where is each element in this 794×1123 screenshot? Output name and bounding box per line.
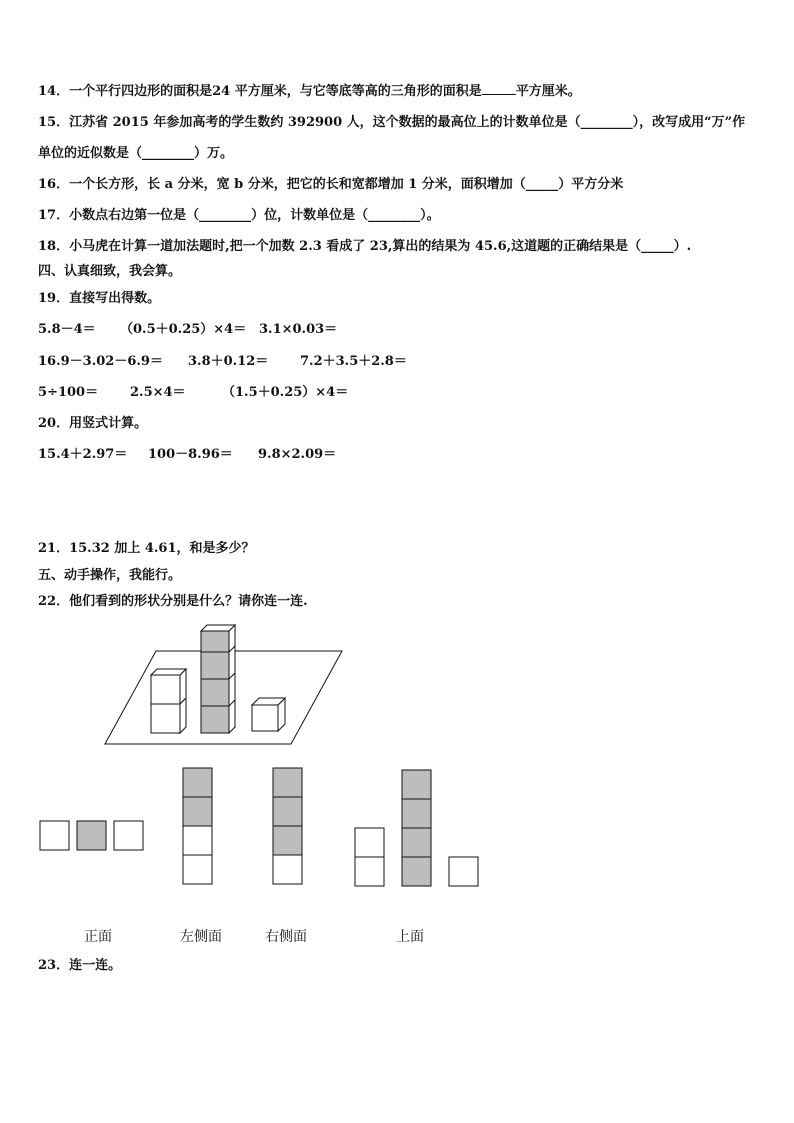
- q19-expr: 2.5×4＝: [130, 385, 186, 400]
- label-top: 上面: [396, 929, 424, 945]
- q19-expr: （0.5＋0.25）×4＝: [120, 322, 247, 337]
- q19-expr: 5.8－4＝: [38, 322, 96, 337]
- view-option-front: [40, 821, 143, 850]
- question-22-title: 22．他们看到的形状分别是什么？请你连一连.: [38, 594, 308, 609]
- question-15-line1: 15．江苏省 2015 年参加高考的学生数约 392900 人，这个数据的最高位上的计数单位是（________），改写成用“万”作: [38, 115, 746, 130]
- q14-unit: 平方厘米。: [515, 84, 581, 99]
- cube-single: [252, 698, 285, 731]
- view-option-left: [183, 768, 212, 884]
- q19-expr: 3.8＋0.12＝: [188, 354, 269, 369]
- cube-stack-left: [151, 669, 186, 733]
- section-5-title: 五、动手操作，我能行。: [38, 568, 182, 583]
- question-21: 21．15.32 加上 4.61，和是多少？: [38, 541, 255, 556]
- view-option-top: [355, 770, 478, 886]
- label-right-side: 右侧面: [265, 929, 307, 945]
- q19-expr: 5÷100＝: [38, 385, 99, 400]
- question-20-title: 20．用竖式计算。: [38, 416, 148, 431]
- q19-expr: 3.1×0.03＝: [259, 322, 338, 337]
- question-17: 17．小数点右边第一位是（________）位，计数单位是（________）。: [38, 208, 440, 223]
- label-front: 正面: [84, 929, 112, 945]
- q14-text: 14．一个平行四边形的面积是24 平方厘米，与它等底等高的三角形的面积是: [38, 84, 482, 99]
- section-4-title: 四、认真细致，我会算。: [38, 264, 182, 279]
- question-19-title: 19．直接写出得数。: [38, 291, 161, 306]
- question-15-line2: 单位的近似数是（________）万。: [38, 146, 234, 161]
- question-23-title: 23．连一连。: [38, 958, 122, 973]
- q20-expr: 100－8.96＝: [148, 447, 233, 462]
- q19-expr: 7.2＋3.5＋2.8＝: [300, 354, 407, 369]
- question-16: 16．一个长方形，长 a 分米，宽 b 分米，把它的长和宽都增加 1 分米，面积增加（_____）平方分米: [38, 177, 624, 192]
- label-left-side: 左侧面: [180, 929, 222, 945]
- q19-expr: 16.9－3.02－6.9＝: [38, 354, 163, 369]
- view-option-right: [273, 768, 302, 884]
- cube-stack-tall: [201, 625, 235, 733]
- q20-expr: 15.4＋2.97＝: [38, 447, 128, 462]
- q20-expr: 9.8×2.09＝: [258, 447, 337, 462]
- question-18: 18．小马虎在计算一道加法题时,把一个加数 2.3 看成了 23,算出的结果为 45.6,这道题的正确结果是（_____）.: [38, 239, 692, 254]
- q19-expr: （1.5＋0.25）×4＝: [222, 385, 349, 400]
